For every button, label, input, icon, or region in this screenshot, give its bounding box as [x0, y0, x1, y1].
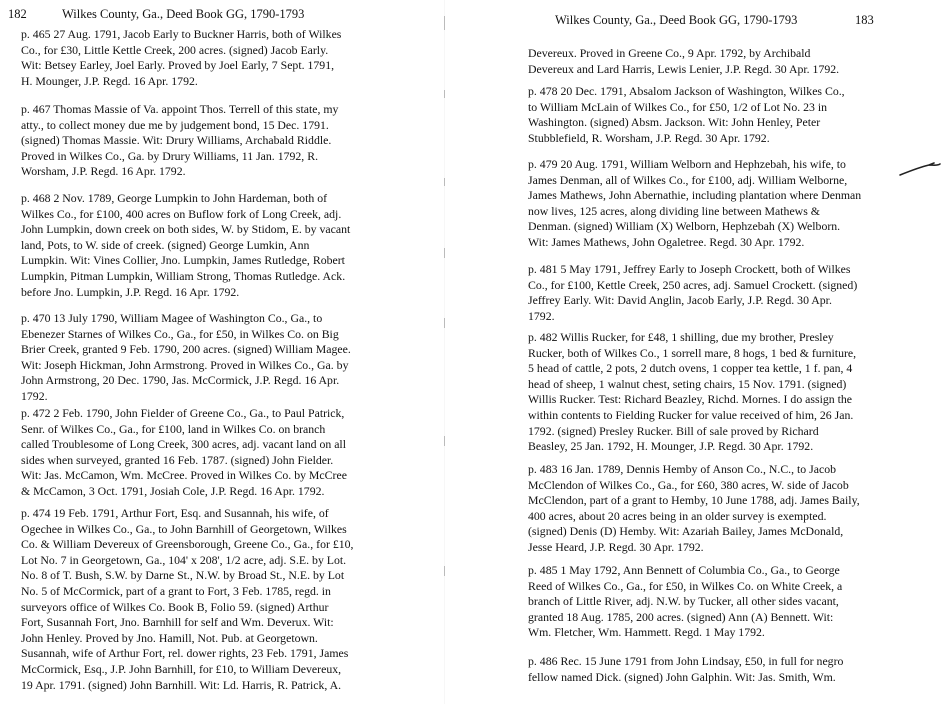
- gutter-tick: [444, 436, 445, 446]
- entry-line: p. 467 Thomas Massie of Va. appoint Thos. Terrell of this state, my: [21, 102, 339, 116]
- entry-line: before Jno. Lumpkin, J.P. Regd. 16 Apr. 1792.: [21, 284, 240, 299]
- gutter-tick: [444, 318, 445, 328]
- entry-line: p. 479 20 Aug. 1791, William Welborn and Hephzebah, his wife, to: [528, 157, 846, 171]
- entry-line: land, Pots, to W. side of creek. (signed) George Lumkin, Ann: [21, 237, 310, 252]
- right-running-head: Wilkes County, Ga., Deed Book GG, 1790-1793: [555, 13, 798, 27]
- entry-line: Jeffrey Early. Wit: David Anglin, Jacob Early, J.P. Regd. 30 Apr.: [528, 293, 832, 308]
- deed-entry: [528, 262, 857, 324]
- entry-line: 5 head of cattle, 2 pots, 2 dutch ovens, 1 copper tea kettle, 1 f. pan, 4: [528, 361, 853, 376]
- entry-line: John Lumpkin, down creek on both sides, W. by Stidom, E. by vacant: [21, 222, 351, 237]
- entry-line: Wit: Betsey Earley, Joel Early. Proved by Joel Early, 7 Sept. 1791,: [21, 58, 335, 73]
- entry-line: p. 468 2 Nov. 1789, George Lumpkin to John Hardeman, both of: [21, 191, 328, 205]
- entry-line: p. 482 Willis Rucker, for £48, 1 shilling, due my brother, Presley: [528, 330, 834, 344]
- entry-line: atty., to collect money due me by judgement bond, 15 Dec. 1791.: [21, 117, 329, 132]
- entry-line: 1792.: [21, 388, 48, 403]
- deed-entry: [21, 102, 338, 180]
- deed-entry: [528, 84, 845, 146]
- deed-entry: [528, 46, 839, 77]
- entry-line: Reed of Wilkes Co., Ga., for £50, in Wilkes Co. on White Creek, a: [528, 578, 843, 593]
- entry-line: Rucker, both of Wilkes Co., 1 sorrell mare, 8 hogs, 1 bed & furniture,: [528, 345, 857, 360]
- entry-line: & McCamon, 3 Oct. 1791, Josiah Cole, J.P. Regd. 16 Apr. 1792.: [21, 483, 325, 498]
- entry-line: (signed) Thomas Massie. Wit: Drury Williams, Archabald Riddle.: [21, 133, 332, 148]
- entry-line: Co. & William Devereux of Greensborough, Greene Co., Ga., for £10,: [21, 537, 354, 552]
- entry-line: Denman. (signed) William (X) Welborn, Hephzebah (X) Welborn.: [528, 219, 841, 234]
- gutter-tick: [444, 16, 445, 30]
- left-page: [0, 0, 440, 704]
- right-page: [470, 0, 944, 704]
- entry-line: Lumpkin, Pitman Lumpkin, William Strong, Thomas Rutledge. Ack.: [21, 268, 346, 283]
- entry-line: Fort, Susannah Fort, Jno. Barnhill for self and Wm. Deverux. Wit:: [21, 615, 334, 630]
- entry-line: Wit: Jas. McCamon, Wm. McCree. Proved in Wilkes Co. by McCree: [21, 468, 347, 483]
- entry-line: Wit: Joseph Hickman, John Armstrong. Proved in Wilkes Co., Ga. by: [21, 357, 349, 372]
- entry-line: Worsham, J.P. Regd. 16 Apr. 1792.: [21, 164, 186, 179]
- entry-line: Senr. of Wilkes Co., Ga., for £100, land in Wilkes Co. on branch: [21, 421, 326, 436]
- entry-line: now lives, 125 acres, along dividing line between Mathews &: [528, 203, 820, 218]
- entry-line: p. 486 Rec. 15 June 1791 from John Lindsay, £50, in full for negro: [528, 654, 844, 668]
- deed-entry: [21, 27, 341, 89]
- entry-line: Ogechee in Wilkes Co., Ga., to John Barnhill of Georgetown, Wilkes: [21, 521, 347, 536]
- entry-line: Lumpkin. Wit: Vines Collier, Jno. Lumpkin, James Rutledge, Robert: [21, 253, 345, 268]
- entry-line: surveyors office of Wilkes Co. Book B, Folio 59. (signed) Arthur: [21, 599, 329, 614]
- deed-entry: [528, 157, 861, 251]
- entry-line: called Troublesome of Long Creek, 300 acres, adj. vacant land on all: [21, 437, 346, 452]
- entry-line: Co., for £30, Little Kettle Creek, 200 acres. (signed) Jacob Early.: [21, 42, 329, 57]
- entry-line: Wit: James Mathews, John Ogaletree. Regd. 30 Apr. 1792.: [528, 234, 805, 249]
- entry-line: Co., for £100, Kettle Creek, 250 acres, adj. Samuel Crockett. (signed): [528, 277, 858, 292]
- entry-line: granted 18 Aug. 1785, 200 acres. (signed) Ann (A) Bennett. Wit:: [528, 609, 834, 624]
- entry-line: 1792. (signed) Presley Rucker. Bill of sale proved by Richard: [528, 423, 819, 438]
- entry-line: p. 481 5 May 1791, Jeffrey Early to Joseph Crockett, both of Wilkes: [528, 262, 851, 276]
- entry-line: James Denman, all of Wilkes Co., for £100, adj. William Welborne,: [528, 172, 848, 187]
- entry-line: Beasley, 25 Jan. 1792, H. Mounger, J.P. Regd. 30 Apr. 1792.: [528, 439, 814, 454]
- entry-line: No. 5 of McCormick, part of a grant to Fort, 3 Feb. 1785, regd. in: [21, 583, 331, 598]
- entry-line: p. 474 19 Feb. 1791, Arthur Fort, Esq. and Susannah, his wife, of: [21, 506, 329, 520]
- entry-line: 19 Apr. 1791. (signed) John Barnhill. Wit: Ld. Harris, R. Patrick, A.: [21, 677, 342, 692]
- checkmark-annotation-icon: [898, 158, 942, 180]
- entry-line: Devereux and Lard Harris, Lewis Lenier, J.P. Regd. 30 Apr. 1792.: [528, 61, 840, 76]
- entry-line: Devereux. Proved in Greene Co., 9 Apr. 1792, by Archibald: [528, 46, 811, 60]
- entry-line: Wm. Fletcher, Wm. Hammett. Regd. 1 May 1792.: [528, 625, 765, 640]
- entry-line: McCormick, Esq., J.P. John Barnhill, for £10, to William Devereux,: [21, 661, 342, 676]
- deed-entry: [528, 654, 843, 685]
- deed-entry: [528, 462, 860, 556]
- entry-line: Proved in Wilkes Co., Ga. by Drury Williams, 11 Jan. 1792, R.: [21, 148, 319, 163]
- entry-line: p. 478 20 Dec. 1791, Absalom Jackson of Washington, Wilkes Co.,: [528, 84, 845, 98]
- entry-line: Stubblefield, R. Worsham, J.P. Regd. 30 Apr. 1792.: [528, 130, 770, 145]
- entry-line: p. 470 13 July 1790, William Magee of Washington Co., Ga., to: [21, 311, 323, 325]
- gutter-tick: [444, 248, 445, 258]
- entry-line: Jesse Heard, J.P. Regd. 30 Apr. 1792.: [528, 539, 704, 554]
- entry-line: 1792.: [528, 308, 555, 323]
- entry-line: p. 485 1 May 1792, Ann Bennett of Columbia Co., Ga., to George: [528, 563, 840, 577]
- gutter-tick: [444, 566, 445, 576]
- deed-entry: [21, 406, 347, 500]
- entry-line: James Mathews, John Abernathie, including plantation where Denman: [528, 188, 862, 203]
- entry-line: Susannah, wife of Arthur Fort, rel. dower rights, 23 Feb. 1791, James: [21, 646, 349, 661]
- deed-entry: [21, 506, 353, 693]
- deed-entry: [21, 191, 350, 300]
- entry-line: p. 472 2 Feb. 1790, John Fielder of Greene Co., Ga., to Paul Patrick,: [21, 406, 345, 420]
- gutter-tick: [444, 90, 445, 98]
- entry-line: branch of Little River, adj. N.W. by Tucker, all other sides vacant,: [528, 594, 839, 609]
- entry-line: Lot No. 7 in Georgetown, Ga., 104' x 208', 1/2 acre, adj. S.E. by Lot.: [21, 552, 347, 567]
- right-page-number: 183: [855, 13, 874, 27]
- entry-line: McClendon of Wilkes Co., Ga., for £60, 380 acres, W. side of Jacob: [528, 477, 849, 492]
- gutter-tick: [444, 178, 445, 186]
- entry-line: Washington. (signed) Absm. Jackson. Wit: John Henley, Peter: [528, 115, 821, 130]
- deed-entry: [21, 311, 351, 405]
- entry-line: McClendon, part of a grant to Hemby, 10 June 1788, adj. James Baily,: [528, 493, 860, 508]
- entry-line: Brier Creek, granted 9 Feb. 1790, 200 acres. (signed) William Magee.: [21, 342, 351, 357]
- entry-line: within contents to Fielding Rucker for value received of him, 26 Jan.: [528, 407, 854, 422]
- entry-line: John Armstrong, 20 Dec. 1790, Jas. McCormick, J.P. Regd. 16 Apr.: [21, 373, 340, 388]
- entry-line: head of sheep, 1 walnut chest, seting chairs, 15 Nov. 1791. (signed): [528, 376, 847, 391]
- entry-line: Wilkes Co., for £100, 400 acres on Buflow fork of Long Creek, adj.: [21, 206, 342, 221]
- entry-line: H. Mounger, J.P. Regd. 16 Apr. 1792.: [21, 73, 198, 88]
- entry-line: John Henley. Proved by Jno. Hamill, Not. Pub. at Georgetown.: [21, 630, 318, 645]
- entry-line: Ebenezer Starnes of Wilkes Co., Ga., for £50, in Wilkes Co. on Big: [21, 326, 339, 341]
- entry-line: No. 8 of T. Bush, S.W. by Darne St., N.W. by Broad St., N.E. by Lot: [21, 568, 345, 583]
- entry-line: (signed) Denis (D) Hemby. Wit: Azariah Bailey, James McDonald,: [528, 524, 844, 539]
- entry-line: to William McLain of Wilkes Co., for £50, 1/2 of Lot No. 23 in: [528, 99, 828, 114]
- deed-entry: [528, 330, 856, 455]
- deed-entry: [528, 563, 842, 641]
- entry-line: p. 465 27 Aug. 1791, Jacob Early to Buckner Harris, both of Wilkes: [21, 27, 342, 41]
- entry-line: Willis Rucker. Test: Richard Beazley, Richd. Mornes. I do assign the: [528, 392, 853, 407]
- page-gutter: [444, 0, 445, 704]
- entry-line: fellow named Dick. (signed) John Galphin. Wit: Jas. Smith, Wm.: [528, 669, 836, 684]
- entry-line: sides when surveyed, granted 16 Feb. 1787. (signed) John Fielder.: [21, 452, 334, 467]
- entry-line: 400 acres, about 20 acres being in an older survey is exempted.: [528, 508, 827, 523]
- left-running-head: Wilkes County, Ga., Deed Book GG, 1790-1793: [62, 7, 305, 21]
- left-page-number: 182: [8, 7, 27, 21]
- entry-line: p. 483 16 Jan. 1789, Dennis Hemby of Anson Co., N.C., to Jacob: [528, 462, 837, 476]
